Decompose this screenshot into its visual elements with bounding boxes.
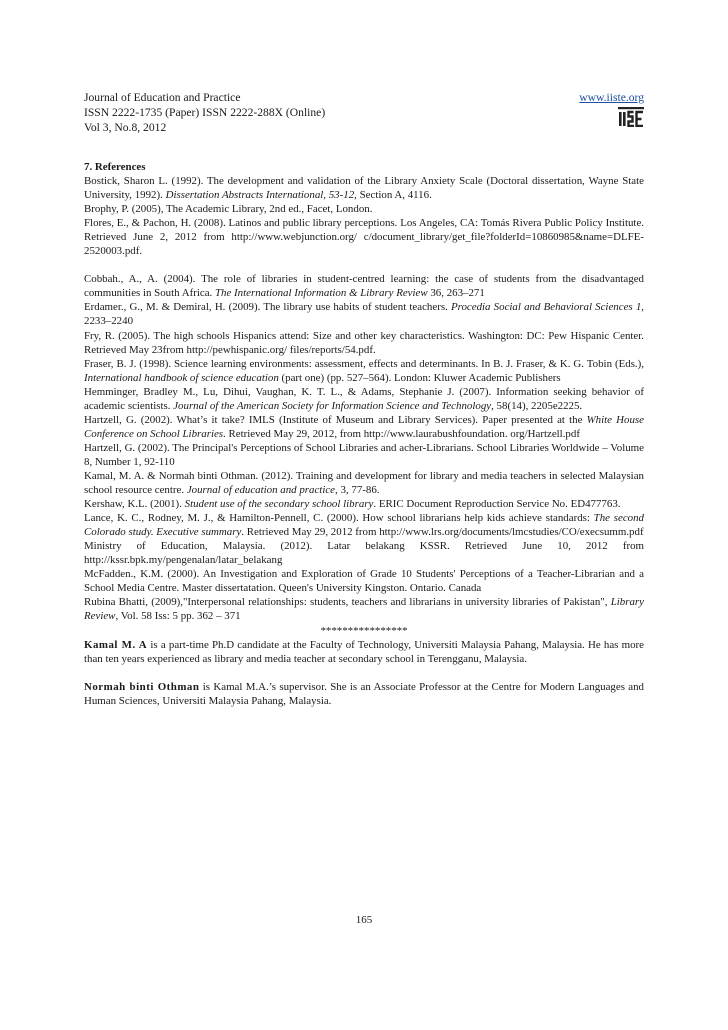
journal-url-link[interactable]: www.iiste.org (579, 91, 644, 104)
reference-item: Fry, R. (2005). The high schools Hispanics attend: Size and other key characteristics. Washington: DC: Pew Hispanic Center. Retrieved May 23from http://pewhispanic.org/ files/reports/54.pdf. (84, 329, 644, 356)
reference-item: Kamal, M. A. & Normah binti Othman. (2012). Training and development for library and media teachers in selected Malaysian school resource centre. Journal of education and practice, 3, 77-86. (84, 469, 644, 497)
author-bio: Normah binti Othman is Kamal M.A.’s supervisor. She is an Associate Professor at the Centre for Modern Languages and Human Sciences, Universiti Malaysia Pahang, Malaysia. (84, 680, 644, 707)
page (84, 90, 644, 708)
reference-item: Kershaw, K.L. (2001). Student use of the secondary school library. ERIC Document Reproduction Service No. ED477763. (84, 498, 621, 511)
reference-item: Ministry of Education, Malaysia. (2012). Latar belakang KSSR. Retrieved June 10, 2012 from http://kssr.bpk.my/pengenalan/latar_belakang (84, 540, 644, 567)
running-header (84, 90, 644, 135)
reference-item: Lance, K. C., Rodney, M. J., & Hamilton-Pennell, C. (2000). How school librarians help kids achieve standards: The second Colorado study. Executive summary. Retrieved May 29, 2012 from http://www.lrs.org/documents/lmcstudies/CO/execsumm.pdf (84, 512, 644, 539)
reference-item: Hartzell, G. (2002). What’s it take? IMLS (Institute of Museum and Library Services). Paper presented at the White House Conference on School Libraries. Retrieved May 29, 2012, from http://www.laurabushfoundation. org/Hartzell.pdf (84, 413, 644, 440)
reference-item: Erdamer., G., M. & Demiral, H. (2009). The library use habits of student teachers. Procedia Social and Behavioral Sciences 1, 2233–2240 (84, 301, 645, 328)
reference-item: Bostick, Sharon L. (1992). The development and validation of the Library Anxiety Scale (Doctoral dissertation, Wayne State University, 1992). Dissertation Abstracts International, 53-12, Section A, 4116. (84, 175, 644, 202)
section-heading: 7. References (84, 161, 146, 173)
reference-item: Hemminger, Bradley M., Lu, Dihui, Vaughan, K. T. L., & Adams, Stephanie J. (2007). Information seeking behavior of academic scientists. Journal of the American Society for Information Science and Technology, 58(14), 2205e2225. (84, 385, 644, 412)
reference-item: Cobbah., A., A. (2004). The role of libraries in student-centred learning: the case of students from the disadvantaged communities in South Africa. The International Information & Library Review 36, 263–271 (84, 273, 644, 300)
document-body (84, 160, 644, 708)
reference-item: Hartzell, G. (2002). The Principal's Perceptions of School Libraries and acher-Librarians. School Libraries Worldwide – Volume 8, Number 1, 92-110 (84, 441, 644, 468)
author-bio: Kamal M. A is a part-time Ph.D candidate at the Faculty of Technology, Universiti Malaysia Pahang, Malaysia. He has more than ten years experienced as library and media teacher at secondary school in Terengganu, Malaysia. (84, 638, 645, 665)
reference-item: Rubina Bhatti, (2009),"Interpersonal relationships: students, teachers and librarians in university libraries of Pakistan", Library Review, Vol. 58 Iss: 5 pp. 362 – 371 (84, 596, 644, 623)
iiste-logo-icon (618, 107, 644, 127)
separator: **************** (320, 624, 408, 637)
volume-line: Vol 3, No.8, 2012 (84, 121, 167, 134)
issn-line: ISSN 2222-1735 (Paper) ISSN 2222-288X (Online) (84, 106, 326, 119)
page-number: 165 (355, 914, 373, 926)
journal-name: Journal of Education and Practice (84, 91, 241, 104)
reference-item: Fraser, B. J. (1998). Science learning environments: assessment, effects and determinants. In B. J. Fraser, & K. G. Tobin (Eds.), International handbook of science education (part one) (pp. 527–564). London: Kluwer Academic Publishers (84, 357, 644, 384)
reference-item: McFadden., K.M. (2000). An Investigation and Exploration of Grade 10 Students' Perceptions of a Teacher-Librarian and a School Media Centre. Master dissertatation. Queen's University Kingston. Ontario. Canada (84, 568, 644, 595)
reference-item: Brophy, P. (2005), The Academic Library, 2nd ed., Facet, London. (84, 203, 373, 216)
reference-item: Flores, E., & Pachon, H. (2008). Latinos and public library perceptions. Los Angeles, CA: Tomás Rivera Public Policy Institute. Retrieved June 2, 2012 from http://www.webjunction.org/ c/document_library/get_file?folderId=10860985&name=DLFE-2520003.pdf. (84, 217, 644, 258)
